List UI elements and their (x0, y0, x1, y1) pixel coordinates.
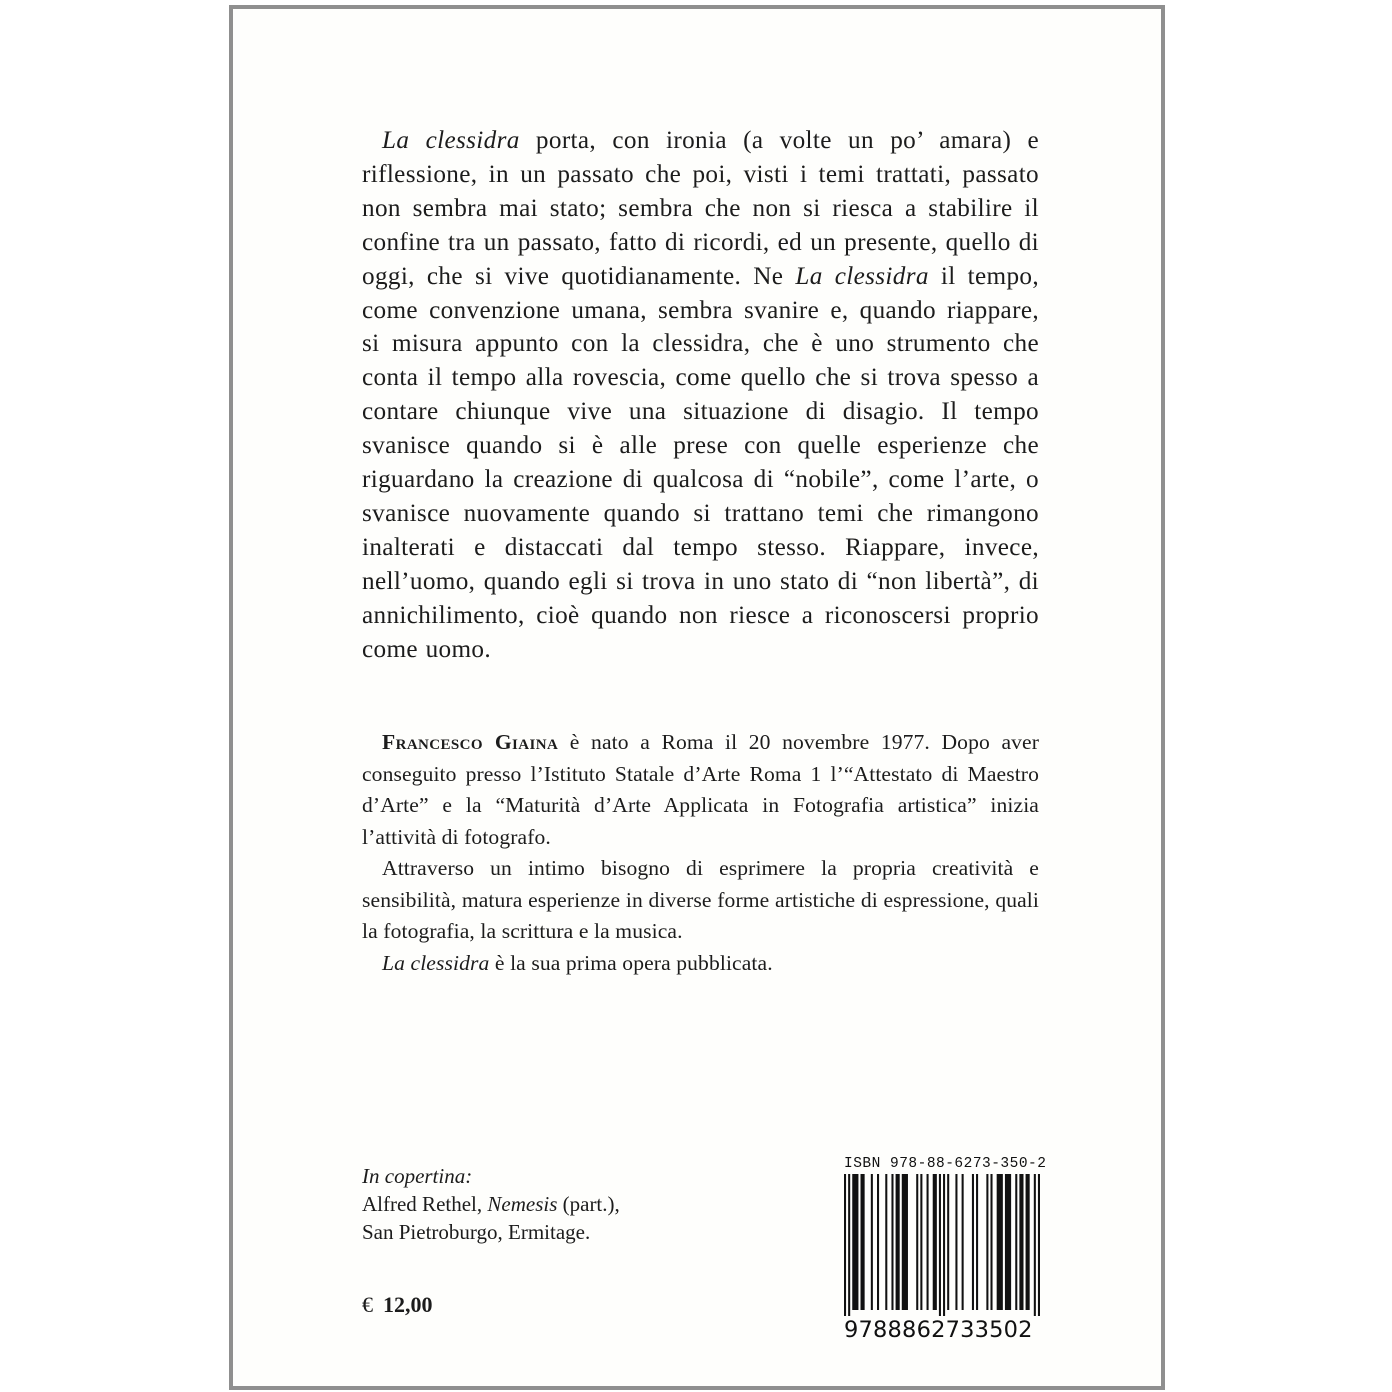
price-amount: 12,00 (383, 1292, 433, 1317)
barcode-bar (933, 1174, 937, 1310)
barcode-guard-bar (844, 1174, 846, 1316)
bio-text: è nato a Roma il 20 novembre 1977. Dopo aver conseguito presso l’Istituto Statale d’Arte Roma 1 l’“Attestato di Maestro d’Arte” e la “Maturità d’Arte Applicata in Fotografia artistica” inizia l’attività di fotografo. (362, 730, 1040, 849)
barcode-bar (962, 1174, 964, 1310)
barcode-bar (891, 1174, 893, 1310)
barcode-bar (885, 1174, 887, 1310)
euro-symbol: € (362, 1292, 373, 1317)
blurb-text-part: il tempo, come convenzione umana, sembra svanire e, quando riappare, si misura appunto con la clessidra, che è uno strumento che conta il tempo alla rovescia, come quello che si trova spesso a contare chiunque vive una situazione di disagio. Il tempo svanisce quando si è alle prese con quelle esperienze che riguardano la creazione di qualcosa di “nobile”, come l’arte, o svanisce nuovamente quando si trattano temi che rimangono inalterati e distaccati dal tempo stesso. Riappare, invece, nell’uomo, quando egli si trova in uno stato di “non libertà”, di annichilimento, cioè quando non riesce a riconoscersi proprio come uomo. (362, 262, 1039, 663)
barcode-bar (916, 1174, 918, 1310)
barcode-bar (896, 1174, 900, 1310)
barcode-bar (920, 1174, 922, 1310)
barcode-guard-bar (1038, 1174, 1040, 1316)
isbn-barcode (844, 1154, 1047, 1343)
barcode-bar (1005, 1174, 1011, 1310)
bio-text: è la sua prima opera pubblicata. (489, 950, 773, 975)
bio-paragraph (362, 727, 1039, 853)
artist-name: Alfred Rethel, (362, 1192, 488, 1216)
barcode-bar (976, 1174, 978, 1310)
book-back-cover (229, 5, 1165, 1390)
barcode-bar (902, 1174, 908, 1310)
blurb-text (362, 124, 1039, 667)
barcode-guard-bar (943, 1174, 945, 1316)
blurb-text-part: porta, con ironia (a volte un po’ amara) e riflessione, in un passato che poi, visti i temi trattati, passato non sembra mai stato; sembra che non si riesca a stabilire il confine tra un passato, fatto di ricordi, ed un presente, quello di oggi, che si vive quotidianamente. Ne (362, 127, 1040, 290)
book-title: La clessidra (382, 127, 520, 154)
barcode-bar (972, 1174, 974, 1310)
book-title: La clessidra (382, 950, 490, 975)
barcode-guard-bar (939, 1174, 941, 1316)
blurb-paragraph (362, 124, 1039, 667)
barcode-guard-bar (1034, 1174, 1036, 1316)
cover-credit (362, 1162, 620, 1246)
barcode-bar (852, 1174, 858, 1310)
cover-credit-artwork (362, 1190, 620, 1218)
barcode-bar (927, 1174, 929, 1310)
barcode-guard-bar (848, 1174, 850, 1316)
author-bio (362, 727, 1039, 979)
barcode-bar (986, 1174, 988, 1310)
barcode-bar (955, 1174, 957, 1310)
book-title: La clessidra (795, 262, 929, 290)
barcode-bar (877, 1174, 879, 1310)
barcode-bar (990, 1174, 992, 1310)
barcode-bar (1026, 1174, 1030, 1310)
artwork-title: Nemesis (487, 1192, 558, 1216)
cover-credit-location: San Pietroburgo, Ermitage. (362, 1220, 591, 1244)
barcode-bars (844, 1174, 1040, 1316)
barcode-digits: 9788862733502 (844, 1317, 1033, 1343)
artwork-note: (part.), (557, 1192, 620, 1216)
barcode-bar (1015, 1174, 1017, 1310)
bio-paragraph (362, 948, 1039, 980)
bio-paragraph: Attraverso un intimo bisogno di esprimere la propria creatività e sensibilità, matura esperienze in diverse forme artistiche di espressione, quali la fotografia, la scrittura e la musica. (362, 856, 1039, 943)
barcode-bar (1019, 1174, 1023, 1310)
barcode-bar (871, 1174, 873, 1310)
author-name: Francesco Giaina (382, 730, 559, 754)
barcode-bar (997, 1174, 1003, 1310)
cover-credit-label: In copertina: (362, 1164, 473, 1188)
isbn-label: ISBN 978-88-6273-350-2 (844, 1156, 1047, 1172)
barcode-bar (947, 1174, 949, 1310)
price (362, 1292, 433, 1318)
barcode-bar (861, 1174, 865, 1310)
